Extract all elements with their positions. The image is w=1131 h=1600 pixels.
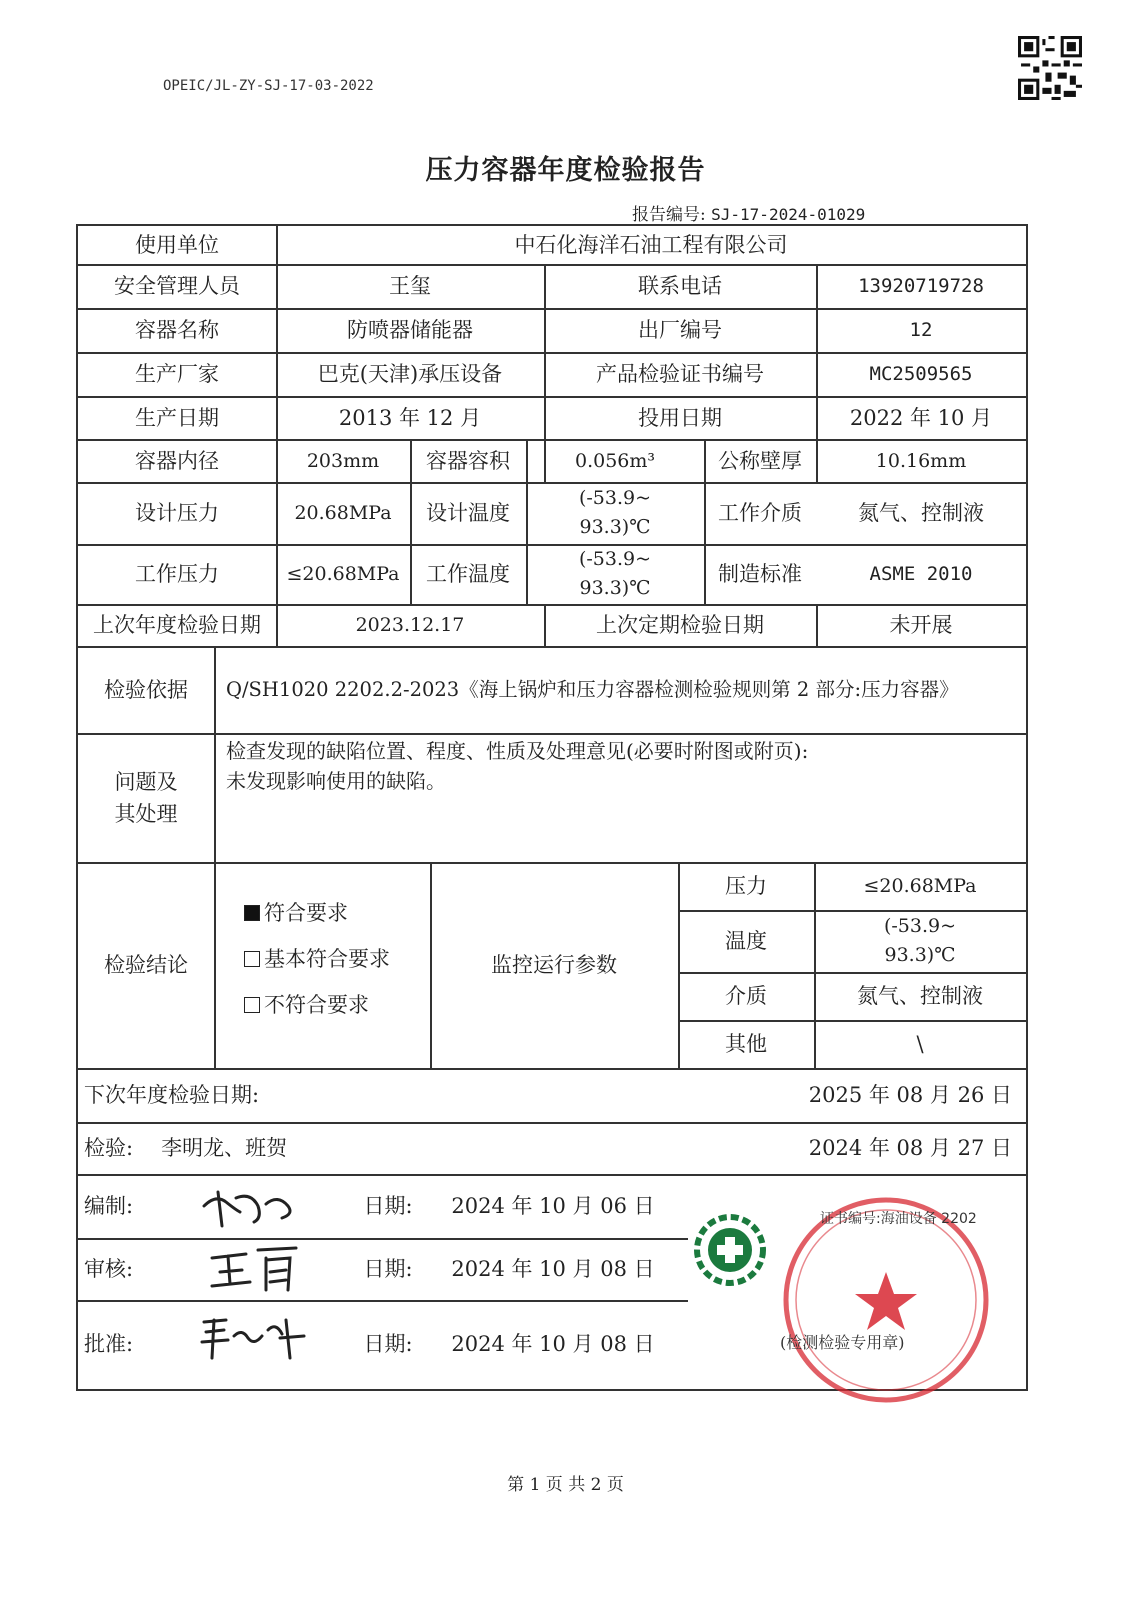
review-label: 审核: xyxy=(84,1257,134,1281)
monitor-other-label: 其他 xyxy=(725,1032,767,1056)
option-not-conforms[interactable] xyxy=(244,982,430,1028)
production-date-value: 2013 年 12 月 xyxy=(338,405,482,430)
option-basically-conforms-label: 基本符合要求 xyxy=(264,947,390,971)
checkbox-empty-icon xyxy=(244,997,260,1013)
issues-line-1: 检查发现的缺陷位置、程度、性质及处理意见(必要时附图或附页): xyxy=(226,739,809,763)
conclusion-label: 检验结论 xyxy=(104,953,188,977)
option-not-conforms-label: 不符合要求 xyxy=(264,993,369,1017)
approve-date-label: 日期: xyxy=(363,1332,413,1356)
safety-manager-label: 安全管理人员 xyxy=(114,274,240,298)
factory-number-label: 出厂编号 xyxy=(638,318,722,342)
design-pressure-value: 20.68MPa xyxy=(294,502,392,524)
monitor-temperature-label: 温度 xyxy=(725,929,767,953)
issues-label-line-1: 问题及 xyxy=(114,769,178,794)
safety-manager-value: 王玺 xyxy=(389,274,431,298)
review-date-label: 日期: xyxy=(363,1257,413,1281)
compile-date: 2024 年 10 月 06 日 xyxy=(451,1194,655,1218)
issues-label xyxy=(78,733,214,862)
volume-label: 容器容积 xyxy=(426,448,510,473)
checkbox-empty-icon xyxy=(244,951,260,967)
compile-label: 编制: xyxy=(84,1194,134,1218)
monitor-temperature-value xyxy=(814,910,1026,972)
monitor-medium-value: 氮气、控制液 xyxy=(857,984,983,1008)
design-pressure-label: 设计压力 xyxy=(135,501,219,525)
review-date: 2024 年 10 月 08 日 xyxy=(451,1257,655,1281)
monitor-pressure-value: ≤20.68MPa xyxy=(863,875,977,897)
conclusion-options xyxy=(214,890,430,1028)
user-unit-label: 使用单位 xyxy=(135,233,219,257)
document-code: OPEIC/JL-ZY-SJ-17-03-2022 xyxy=(163,78,374,94)
phone-value: 13920719728 xyxy=(858,275,984,297)
working-temperature-value xyxy=(526,544,704,604)
seal-cert-number: 证书编号:海油设备 2202 xyxy=(820,1211,977,1227)
certificate-number-value: MC2509565 xyxy=(869,363,973,385)
working-pressure-label: 工作压力 xyxy=(135,562,219,586)
last-annual-inspection-value: 2023.12.17 xyxy=(355,614,465,636)
manufacturing-standard-value: ASME 2010 xyxy=(869,563,973,585)
monitor-medium-label: 介质 xyxy=(725,984,767,1008)
inspectors-label: 检验: xyxy=(84,1136,134,1160)
reviewer-signature-icon xyxy=(206,1240,306,1298)
issues-line-2: 未发现影响使用的缺陷。 xyxy=(226,769,446,793)
working-temperature-line-2: 93.3)℃ xyxy=(579,577,651,599)
working-pressure-value: ≤20.68MPa xyxy=(286,563,400,585)
report-number xyxy=(632,200,865,225)
inner-diameter-label: 容器内径 xyxy=(135,448,219,473)
design-temperature-value xyxy=(526,482,704,544)
monitor-temperature-line-1: (-53.9~ xyxy=(883,915,957,937)
commission-date-value: 2022 年 10 月 xyxy=(849,405,993,430)
inspection-date: 2024 年 08 月 27 日 xyxy=(808,1136,1012,1160)
report-number-label: 报告编号: xyxy=(632,205,706,225)
last-periodic-inspection-label: 上次定期检验日期 xyxy=(596,613,764,637)
factory-number-value: 12 xyxy=(909,319,933,341)
monitor-temperature-line-2: 93.3)℃ xyxy=(884,944,956,966)
inspectors-row xyxy=(78,1122,578,1174)
working-temperature-line-1: (-53.9~ xyxy=(578,548,652,570)
report-title: 压力容器年度检验报告 xyxy=(425,155,706,186)
working-medium-value: 氮气、控制液 xyxy=(858,501,984,525)
issues-content xyxy=(214,736,1026,796)
commission-date-label: 投用日期 xyxy=(638,405,722,430)
issues-label-line-2: 其处理 xyxy=(114,801,178,826)
qr-code-icon xyxy=(1018,36,1082,100)
design-temperature-line-1: (-53.9~ xyxy=(578,487,652,509)
company-logo-icon xyxy=(693,1213,767,1287)
last-annual-inspection-label: 上次年度检验日期 xyxy=(93,613,261,637)
volume-value: 0.056m³ xyxy=(574,449,656,472)
report-number-value: SJ-17-2024-01029 xyxy=(711,205,866,224)
next-inspection-date: 2025 年 08 月 26 日 xyxy=(808,1083,1012,1107)
vessel-name-value: 防喷器储能器 xyxy=(347,318,473,342)
next-inspection-label: 下次年度检验日期: xyxy=(84,1083,260,1107)
production-date-label: 生产日期 xyxy=(135,405,219,430)
manufacturer-value: 巴克(天津)承压设备 xyxy=(317,362,503,386)
approver-signature-icon xyxy=(196,1308,316,1364)
compile-date-label: 日期: xyxy=(363,1194,413,1218)
compiler-signature-icon xyxy=(196,1184,306,1232)
monitor-params-label: 监控运行参数 xyxy=(491,953,617,977)
approve-date: 2024 年 10 月 08 日 xyxy=(451,1332,655,1356)
monitor-other-value: \ xyxy=(916,1032,924,1056)
user-unit-value: 中石化海洋石油工程有限公司 xyxy=(514,233,788,257)
option-conforms[interactable] xyxy=(244,890,430,936)
working-medium-label: 工作介质 xyxy=(718,501,802,525)
manufacturing-standard-label: 制造标准 xyxy=(718,562,802,586)
page-footer: 第 1 页 共 2 页 xyxy=(507,1475,624,1495)
inner-diameter-value: 203mm xyxy=(306,449,380,472)
wall-thickness-label: 公称壁厚 xyxy=(718,448,802,473)
last-periodic-inspection-value: 未开展 xyxy=(889,613,953,637)
wall-thickness-value: 10.16mm xyxy=(875,449,967,472)
monitor-pressure-label: 压力 xyxy=(725,874,767,898)
basis-value: Q/SH1020 2202.2-2023《海上锅炉和压力容器检测检验规则第 2 部分:压力容器》 xyxy=(226,677,959,701)
seal-caption: (检测检验专用章) xyxy=(780,1333,905,1352)
basis-label: 检验依据 xyxy=(104,677,188,702)
approve-label: 批准: xyxy=(84,1332,134,1356)
manufacturer-label: 生产厂家 xyxy=(135,362,219,386)
inspectors-names: 李明龙、班贺 xyxy=(161,1136,288,1160)
working-temperature-label: 工作温度 xyxy=(426,562,510,586)
certificate-number-label: 产品检验证书编号 xyxy=(596,362,764,386)
design-temperature-line-2: 93.3)℃ xyxy=(579,516,651,538)
option-basically-conforms[interactable] xyxy=(244,936,430,982)
checkbox-checked-icon xyxy=(244,905,260,921)
option-conforms-label: 符合要求 xyxy=(264,901,348,925)
design-temperature-label: 设计温度 xyxy=(426,501,510,525)
vessel-name-label: 容器名称 xyxy=(135,318,219,342)
phone-label: 联系电话 xyxy=(638,274,722,298)
